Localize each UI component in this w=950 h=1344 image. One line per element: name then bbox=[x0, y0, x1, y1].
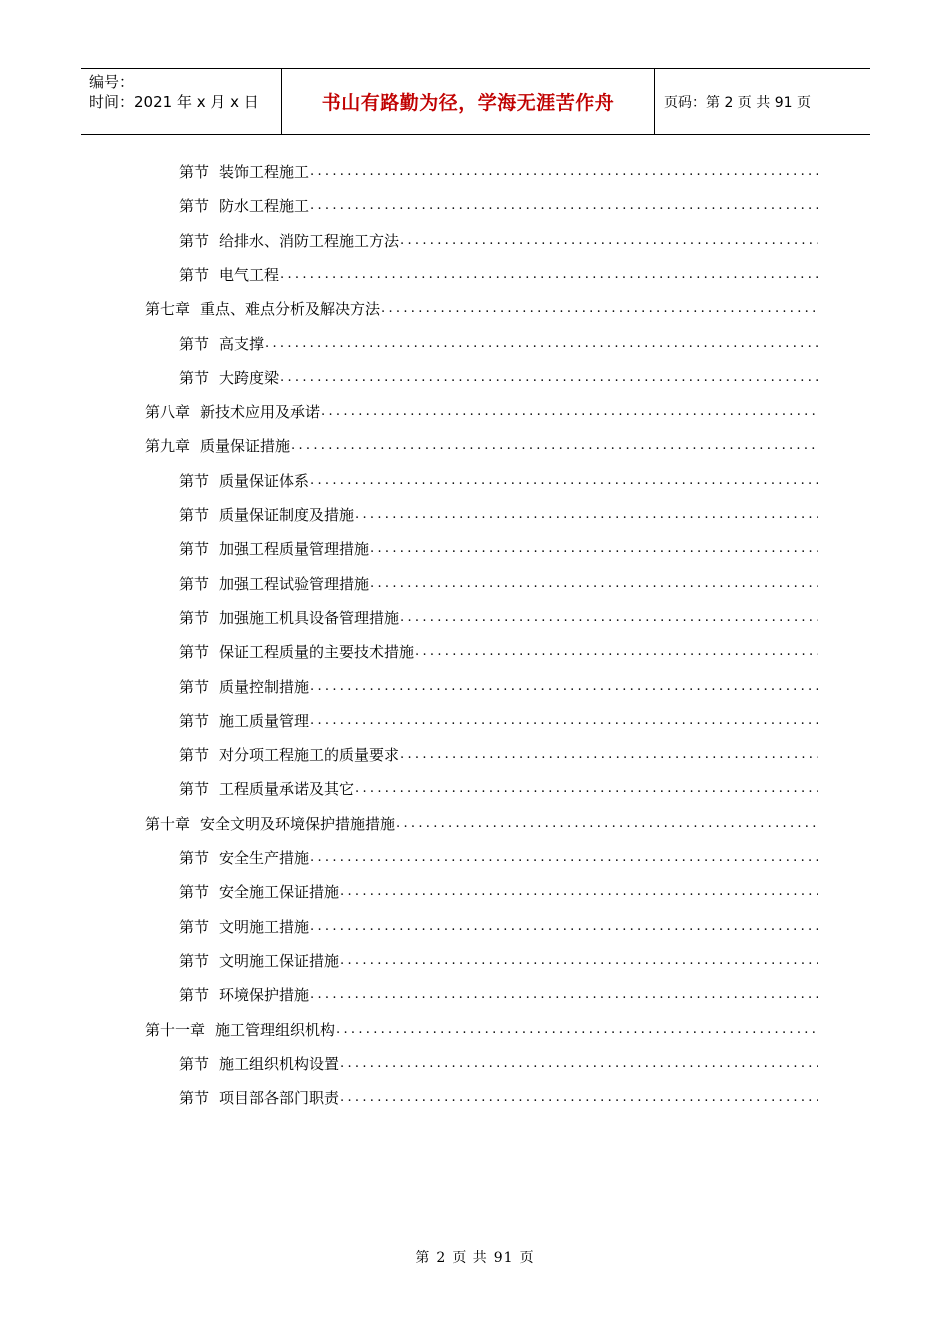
toc-entry-title: 保证工程质量的主要技术措施 bbox=[219, 643, 415, 662]
toc-dot-leader bbox=[310, 677, 818, 697]
toc-entry-title: 质量保证制度及措施 bbox=[219, 506, 355, 524]
toc-entry-text bbox=[179, 505, 355, 525]
toc-entry-title: 项目部各部门职责 bbox=[219, 1089, 340, 1108]
toc-entry-text bbox=[179, 196, 310, 216]
toc-dot-leader bbox=[310, 471, 818, 491]
header-meta-cell bbox=[81, 69, 282, 134]
footer-suffix: 页 bbox=[519, 1250, 535, 1266]
toc-entry-title: 安全生产措施 bbox=[219, 849, 310, 867]
toc-entry-number: 第节 bbox=[179, 1089, 210, 1108]
toc-entry-title: 大跨度梁 bbox=[219, 368, 280, 387]
toc-entry-title: 质量保证措施 bbox=[200, 437, 291, 456]
toc-dot-leader bbox=[280, 368, 818, 388]
toc-dot-leader bbox=[340, 882, 818, 902]
toc-entry-title: 装饰工程施工 bbox=[219, 163, 310, 181]
toc-entry-title: 加强施工机具设备管理措施 bbox=[219, 608, 400, 627]
toc-entry-number: 第节 bbox=[179, 746, 210, 765]
toc-section-row[interactable] bbox=[179, 263, 818, 285]
toc-section-row[interactable] bbox=[179, 675, 818, 697]
toc-dot-leader bbox=[265, 334, 818, 354]
toc-entry-text bbox=[179, 368, 280, 388]
toc-entry-number: 第节 bbox=[179, 574, 210, 593]
toc-entry-number: 第节 bbox=[179, 506, 210, 524]
toc-section-row[interactable] bbox=[179, 229, 818, 251]
toc-entry-number: 第节 bbox=[179, 849, 210, 867]
toc-dot-leader bbox=[291, 436, 818, 456]
toc-entry-number: 第九章 bbox=[145, 437, 191, 456]
toc-section-row[interactable] bbox=[179, 537, 818, 559]
toc-entry-number: 第节 bbox=[179, 231, 210, 250]
toc-section-row[interactable] bbox=[179, 880, 818, 902]
toc-entry-number: 第节 bbox=[179, 643, 210, 662]
toc-entry-title: 文明施工保证措施 bbox=[219, 951, 340, 970]
toc-section-row[interactable] bbox=[179, 469, 818, 491]
toc-entry-text bbox=[179, 539, 370, 559]
toc-entry-number: 第节 bbox=[179, 163, 210, 181]
toc-dot-leader bbox=[400, 231, 818, 251]
toc-entry-number: 第十一章 bbox=[145, 1020, 206, 1039]
toc-dot-leader bbox=[310, 196, 818, 216]
toc-dot-leader bbox=[310, 848, 818, 868]
toc-section-row[interactable] bbox=[179, 503, 818, 525]
toc-entry-number: 第节 bbox=[179, 677, 210, 696]
document-date: 时间：2021 年 x 月 x 日 bbox=[89, 93, 259, 111]
toc-entry-title: 新技术应用及承诺 bbox=[200, 403, 321, 422]
toc-entry-number: 第节 bbox=[179, 197, 210, 216]
toc-dot-leader bbox=[310, 985, 818, 1005]
toc-chapter-row[interactable] bbox=[145, 297, 818, 319]
toc-dot-leader bbox=[355, 779, 818, 799]
header-motto: 书山有路勤为径，学海无涯苦作舟 bbox=[321, 92, 615, 114]
header-motto-cell bbox=[282, 69, 655, 134]
toc-entry-number: 第节 bbox=[179, 608, 210, 627]
toc-entry-text bbox=[179, 162, 310, 182]
toc-entry-text bbox=[179, 779, 355, 799]
toc-entry-title: 文明施工措施 bbox=[219, 917, 310, 936]
toc-entry-number: 第七章 bbox=[145, 300, 191, 319]
toc-section-row[interactable] bbox=[179, 366, 818, 388]
footer-total-pages: 91 bbox=[493, 1250, 514, 1266]
toc-entry-text bbox=[179, 1088, 340, 1108]
toc-chapter-row[interactable] bbox=[145, 812, 818, 834]
footer-prefix: 第 bbox=[415, 1250, 431, 1266]
toc-dot-leader bbox=[340, 1088, 818, 1108]
toc-entry-title: 对分项工程施工的质量要求 bbox=[219, 746, 400, 765]
toc-entry-title: 重点、难点分析及解决方法 bbox=[200, 300, 381, 319]
toc-chapter-row[interactable] bbox=[145, 434, 818, 456]
toc-entry-text bbox=[179, 882, 340, 902]
toc-entry-title: 施工管理组织机构 bbox=[215, 1020, 336, 1039]
toc-dot-leader bbox=[321, 402, 818, 422]
document-code-label: 编号： bbox=[89, 73, 135, 91]
toc-dot-leader bbox=[381, 299, 818, 319]
toc-chapter-row[interactable] bbox=[145, 400, 818, 422]
toc-entry-text bbox=[179, 1054, 340, 1074]
header-page-cell bbox=[655, 69, 870, 134]
toc-section-row[interactable] bbox=[179, 1086, 818, 1108]
toc-dot-leader bbox=[336, 1020, 818, 1040]
toc-section-row[interactable] bbox=[179, 572, 818, 594]
footer-mid: 页 共 bbox=[452, 1250, 488, 1266]
toc-entry-title: 给排水、消防工程施工方法 bbox=[219, 231, 400, 250]
toc-dot-leader bbox=[355, 505, 818, 525]
toc-entry-text bbox=[179, 574, 370, 594]
toc-entry-title: 安全文明及环境保护措施措施 bbox=[200, 814, 396, 833]
toc-section-row[interactable] bbox=[179, 777, 818, 799]
toc-entry-title: 防水工程施工 bbox=[219, 197, 310, 216]
toc-entry-text bbox=[145, 1020, 336, 1040]
toc-dot-leader bbox=[310, 162, 818, 182]
toc-section-row[interactable] bbox=[179, 915, 818, 937]
header-page-code: 页码：第 2 页 共 91 页 bbox=[664, 94, 811, 111]
toc-entry-text bbox=[179, 985, 310, 1005]
toc-entry-number: 第节 bbox=[179, 951, 210, 970]
toc-entry-number: 第节 bbox=[179, 471, 210, 490]
toc-section-row[interactable] bbox=[179, 983, 818, 1005]
toc-entry-title: 施工质量管理 bbox=[219, 711, 310, 730]
toc-dot-leader bbox=[396, 814, 818, 834]
toc-dot-leader bbox=[340, 951, 818, 971]
toc-entry-title: 环境保护措施 bbox=[219, 986, 310, 1005]
toc-entry-title: 安全施工保证措施 bbox=[219, 883, 340, 902]
toc-dot-leader bbox=[370, 539, 818, 559]
toc-entry-text bbox=[145, 436, 291, 456]
toc-entry-text bbox=[145, 299, 381, 319]
toc-dot-leader bbox=[310, 917, 818, 937]
toc-entry-text bbox=[179, 231, 400, 251]
toc-entry-number: 第节 bbox=[179, 540, 210, 559]
toc-dot-leader bbox=[280, 265, 818, 285]
toc-entry-number: 第节 bbox=[179, 780, 210, 799]
toc-entry-text bbox=[179, 677, 310, 697]
toc-entry-number: 第节 bbox=[179, 986, 210, 1005]
toc-dot-leader bbox=[400, 608, 818, 628]
toc-entry-text bbox=[145, 814, 396, 834]
toc-section-row[interactable] bbox=[179, 640, 818, 662]
page-header bbox=[81, 68, 870, 135]
toc-entry-number: 第节 bbox=[179, 265, 210, 284]
toc-entry-text bbox=[179, 642, 415, 662]
toc-entry-text bbox=[179, 334, 265, 354]
toc-entry-text bbox=[179, 848, 310, 868]
toc-section-row[interactable] bbox=[179, 606, 818, 628]
toc-section-row[interactable] bbox=[179, 949, 818, 971]
toc-entry-text bbox=[179, 471, 310, 491]
toc-entry-number: 第节 bbox=[179, 368, 210, 387]
toc-entry-text bbox=[179, 917, 310, 937]
toc-entry-title: 加强工程试验管理措施 bbox=[219, 574, 370, 593]
toc-dot-leader bbox=[415, 642, 818, 662]
footer-current-page: 2 bbox=[436, 1250, 447, 1266]
toc-chapter-row[interactable] bbox=[145, 1018, 818, 1040]
toc-entry-title: 质量控制措施 bbox=[219, 677, 310, 696]
toc-entry-text bbox=[179, 745, 400, 765]
toc-entry-text bbox=[179, 265, 280, 285]
toc-entry-number: 第十章 bbox=[145, 814, 191, 833]
toc-entry-text bbox=[179, 608, 400, 628]
toc-entry-title: 施工组织机构设置 bbox=[219, 1054, 340, 1073]
toc-entry-number: 第节 bbox=[179, 883, 210, 902]
toc-section-row[interactable] bbox=[179, 709, 818, 731]
toc-dot-leader bbox=[340, 1054, 818, 1074]
toc-section-row[interactable] bbox=[179, 743, 818, 765]
toc-entry-text bbox=[179, 951, 340, 971]
toc-section-row[interactable] bbox=[179, 1052, 818, 1074]
toc-entry-number: 第节 bbox=[179, 917, 210, 936]
toc-section-row[interactable] bbox=[179, 194, 818, 216]
toc-entry-title: 电气工程 bbox=[219, 265, 280, 284]
toc-dot-leader bbox=[310, 711, 818, 731]
toc-entry-number: 第八章 bbox=[145, 403, 191, 422]
toc-entry-title: 加强工程质量管理措施 bbox=[219, 540, 370, 559]
toc-entry-title: 高支撑 bbox=[219, 334, 265, 353]
toc-entry-number: 第节 bbox=[179, 711, 210, 730]
toc-entry-number: 第节 bbox=[179, 334, 210, 353]
toc-section-row[interactable] bbox=[179, 160, 818, 182]
page-footer bbox=[0, 1247, 950, 1267]
toc-entry-text bbox=[145, 402, 321, 422]
toc-entry-number: 第节 bbox=[179, 1054, 210, 1073]
toc-entry-title: 质量保证体系 bbox=[219, 471, 310, 490]
toc-section-row[interactable] bbox=[179, 332, 818, 354]
toc-section-row[interactable] bbox=[179, 846, 818, 868]
toc-dot-leader bbox=[400, 745, 818, 765]
toc-entry-title: 工程质量承诺及其它 bbox=[219, 780, 355, 799]
toc-entry-text bbox=[179, 711, 310, 731]
toc-dot-leader bbox=[370, 574, 818, 594]
